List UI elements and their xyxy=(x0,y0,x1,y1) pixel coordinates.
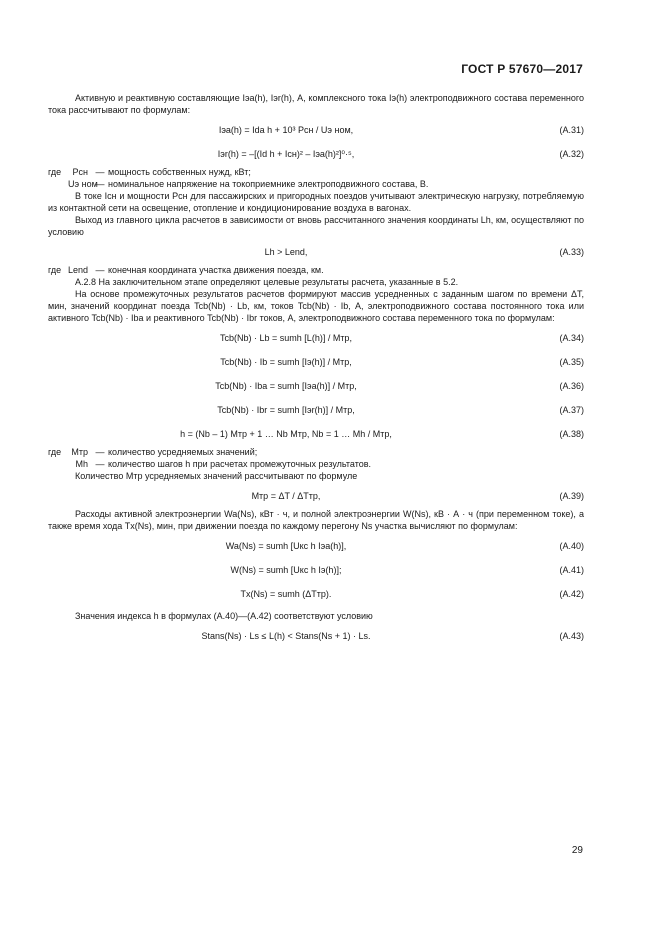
formula-a39: Mтр = ΔT / ΔTтр, (А.39) xyxy=(251,491,584,501)
formula-a31: Iэа(h) = Ida h + 10³ Pсн / Uэ ном, (А.31) xyxy=(218,125,584,135)
formula-a33: Lh > Lend, (А.33) xyxy=(264,247,584,257)
formula-a36: Tcb(Nb) · Iba = sumh [Iэа(h)] / Mтр, (А.36) xyxy=(215,381,584,391)
formula-a42: Tх(Ns) = sumh (ΔTтр). (А.42) xyxy=(240,589,584,599)
formula-a32: Iэr(h) = –[(Id h + Iсн)² – Iэа(h)²]⁰·⁵, (А.32) xyxy=(217,149,584,159)
paragraph: Активную и реактивную составляющие Iэа(h), Iэr(h), А, комплексного тока Iэ(h) электроподвижного состава переменного тока рассчитывают по формулам: xyxy=(48,93,584,115)
definition: где Lend — конечная координата участка движения поезда, км. xyxy=(48,265,324,275)
definition: Uэ ном — номинальное напряжение на токоприемнике электроподвижного состава, В. xyxy=(68,179,429,189)
definition: где Pсн — мощность собственных нужд, кВт; xyxy=(48,167,251,177)
page-number: 29 xyxy=(571,845,583,856)
paragraph: Количество Mтр усредняемых значений рассчитывают по формуле xyxy=(75,471,358,481)
paragraph: На основе промежуточных результатов расчетов формируют массив усредненных с заданным шагом по времени ΔT, мин, значений координат поезда Tcb(Nb) · Lb, км, токов Tcb(Nb) · Ib, А, электроподвижного состава постоянного тока или активного Tcb(Nb) · Iba и реактивного Tcb(Nb) · Ibr токов, А, электроподвижного состава переменного тока по формулам: xyxy=(48,289,584,323)
formula-a43: Stans(Ns) · Ls ≤ L(h) < Stans(Ns + 1) · Ls. (А.43) xyxy=(201,631,584,641)
paragraph: Выход из главного цикла расчетов в зависимости от вновь рассчитанного значения координаты Lh, км, осуществляют по условию xyxy=(48,215,584,237)
paragraph: А.2.8 На заключительном этапе определяют целевые результаты расчета, указанные в 5.2. xyxy=(75,277,459,287)
definition: Mh — количество шагов h при расчетах промежуточных результатов. xyxy=(75,459,372,469)
formula-a37: Tcb(Nb) · Ibr = sumh [Iэr(h)] / Mтр, (А.37) xyxy=(217,405,584,415)
formula-a41: W(Ns) = sumh [Uкс h Iэ(h)]; (А.41) xyxy=(230,565,584,575)
paragraph: В токе Iсн и мощности Pсн для пассажирских и пригородных поездов учитывают электрическую нагрузку, потребляемую из контактной сети на освещение, отопление и кондиционирование воздуха в вагонах. xyxy=(48,191,584,213)
formula-a40: Wa(Ns) = sumh [Uкс h Iэа(h)], (А.40) xyxy=(225,541,584,551)
document-id: ГОСТ Р 57670—2017 xyxy=(461,62,583,76)
paragraph: Значения индекса h в формулах (А.40)—(А.42) соответствуют условию xyxy=(75,611,373,621)
paragraph: Расходы активной электроэнергии Wa(Ns), кВт · ч, и полной электроэнергии W(Ns), кВ · А · ч (при переменном токе), а также время хода Tх(Ns), мин, при движении поезда по каждому перегону Ns участка вычисляют по формулам: xyxy=(48,509,584,531)
formula-a34: Tcb(Nb) · Lb = sumh [L(h)] / Mтр, (А.34) xyxy=(220,333,584,343)
document-body xyxy=(48,92,584,648)
formula-a38: h = (Nb – 1) Mтр + 1 … Nb Mтр, Nb = 1 … Mh / Mтр, (А.38) xyxy=(180,429,584,439)
definition: где Mтр — количество усредняемых значений; xyxy=(48,447,258,457)
formula-a35: Tcb(Nb) · Ib = sumh [Iэ(h)] / Mтр, (А.35) xyxy=(220,357,584,367)
